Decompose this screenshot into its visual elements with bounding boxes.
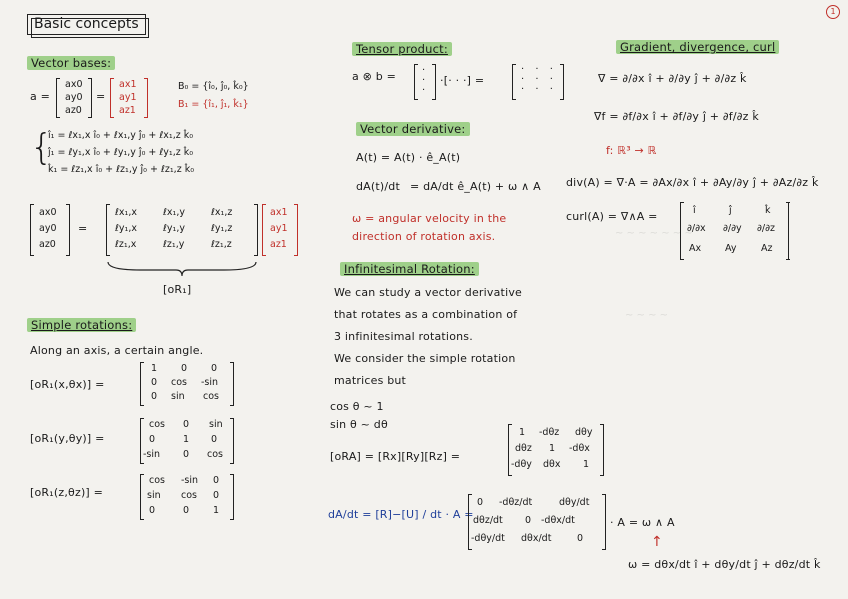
vector-a1-matrix-2: ax1 ay1 az1 xyxy=(262,204,298,256)
ora-label: [oRA] = [Rx][Ry][Rz] = xyxy=(330,450,461,463)
vector-a1-matrix: ax1 ay1 az1 xyxy=(110,78,148,118)
nabla-definition: ∇ = ∂/∂x î + ∂/∂y ĵ + ∂/∂z k̂ xyxy=(598,72,747,85)
base-b0: B₀ = {î₀, ĵ₀, k̂₀} xyxy=(178,81,249,92)
vector-derivative-eq1: A(t) = A(t) · ê_A(t) xyxy=(356,151,461,164)
rotation-matrix: ℓx₁,x ℓx₁,y ℓx₁,z ℓy₁,x ℓy₁,y ℓy₁,z ℓz₁,x ℓz₁,y ℓz₁,z xyxy=(106,204,258,256)
brace-label: [oR₁] xyxy=(163,283,192,296)
equals-sign: = xyxy=(96,90,106,103)
heading-infinitesimal-rotation: Infinitesimal Rotation: xyxy=(340,262,479,276)
system-brace: { xyxy=(30,127,54,168)
heading-vector-derivative: Vector derivative: xyxy=(356,122,470,136)
curl-label: curl(A) = ∇∧A = xyxy=(566,210,658,223)
vector-derivative-eq2-lhs: dA(t)/dt xyxy=(356,180,401,193)
infinitesimal-text-1: We can study a vector derivative xyxy=(334,286,523,299)
rz-matrix: cos -sin 0 sin cos 0 0 0 1 xyxy=(140,474,234,520)
divergence-formula: div(A) = ∇·A = ∂Ax/∂x î + ∂Ay/∂y ĵ + ∂Az/∂z k̂ xyxy=(566,176,819,189)
sys-eq-i: î₁ = ℓx₁,x î₀ + ℓx₁,y ĵ₀ + ℓx₁,z k̂₀ xyxy=(48,130,194,141)
deriv-result: · A = ω ∧ A xyxy=(610,516,675,529)
sys-eq-j: ĵ₁ = ℓy₁,x î₀ + ℓy₁,y ĵ₀ + ℓy₁,z k̂₀ xyxy=(48,147,194,158)
curl-determinant: î ĵ k̂ ∂/∂x ∂/∂y ∂/∂z Ax Ay Az xyxy=(680,202,789,260)
sys-eq-k: k̂₁ = ℓz₁,x î₀ + ℓz₁,y ĵ₀ + ℓz₁,z k̂₀ xyxy=(48,164,195,175)
determinant-bar xyxy=(788,202,789,260)
equals-sign: = xyxy=(78,222,88,235)
bleed-through-text: ~ ~ ~ ~ xyxy=(625,310,669,321)
tensor-column-vector: · · · xyxy=(414,64,436,100)
omega-definition-line1: ω = angular velocity in the xyxy=(352,212,507,225)
infinitesimal-text-2: that rotates as a combination of xyxy=(334,308,518,321)
page-title: Basic concepts xyxy=(27,14,146,35)
tensor-row-vector: ·[· · ·] = xyxy=(440,74,485,87)
vector-a0-matrix: ax0 ay0 az0 xyxy=(56,78,92,118)
rz-label: [oR₁(z,θz)] = xyxy=(30,486,104,499)
deriv-label: dA/dt = [R]−[U] / dt · A = xyxy=(328,508,474,521)
gradient-f: ∇f = ∂f/∂x î + ∂f/∂y ĵ + ∂f/∂z k̂ xyxy=(594,110,759,123)
sin-approx: sin θ ~ dθ xyxy=(330,418,388,431)
vector-a0-matrix-2: ax0 ay0 az0 xyxy=(30,204,70,256)
vector-derivative-eq2-rhs: = dA/dt ê_A(t) + ω ∧ A xyxy=(410,180,541,193)
ora-matrix: 1 -dθz dθy dθz 1 -dθx -dθy dθx 1 xyxy=(508,424,604,476)
omega-definition-line2: direction of rotation axis. xyxy=(352,230,496,243)
tensor-result-matrix: · · · · · · · · · xyxy=(512,64,564,100)
deriv-matrix: 0 -dθz/dt dθy/dt dθz/dt 0 -dθx/dt -dθy/dt dθx/dt 0 xyxy=(468,494,606,550)
rx-label: [oR₁(x,θx)] = xyxy=(30,378,105,391)
simple-rotations-intro: Along an axis, a certain angle. xyxy=(30,344,204,357)
heading-gradient: Gradient, divergence, curl xyxy=(616,40,779,54)
omega-components: ω = dθx/dt î + dθy/dt ĵ + dθz/dt k̂ xyxy=(628,558,821,571)
heading-simple-rotations: Simple rotations: xyxy=(27,318,136,332)
arrow-up-icon: ↑ xyxy=(651,534,663,550)
bleed-through-text: ~ ~ ~ ~ ~ ~ ~ xyxy=(615,228,693,239)
ry-label: [oR₁(y,θy)] = xyxy=(30,432,105,445)
base-b1: B₁ = {î₁, ĵ₁, k̂₁} xyxy=(178,99,249,110)
rx-matrix: 1 0 0 0 cos -sin 0 sin cos xyxy=(140,362,234,406)
heading-vector-bases: Vector bases: xyxy=(27,56,115,70)
page-number: 1 xyxy=(826,5,840,19)
infinitesimal-text-4: We consider the simple rotation xyxy=(334,352,516,365)
vector-a-label: a = xyxy=(30,90,51,103)
function-domain: f: ℝ³ → ℝ xyxy=(606,144,657,157)
infinitesimal-text-5: matrices but xyxy=(334,374,407,387)
heading-tensor-product: Tensor product: xyxy=(352,42,452,56)
ry-matrix: cos 0 sin 0 1 0 -sin 0 cos xyxy=(140,418,234,464)
infinitesimal-text-3: 3 infinitesimal rotations. xyxy=(334,330,473,343)
tensor-lhs: a ⊗ b = xyxy=(352,70,397,83)
cos-approx: cos θ ~ 1 xyxy=(330,400,384,413)
